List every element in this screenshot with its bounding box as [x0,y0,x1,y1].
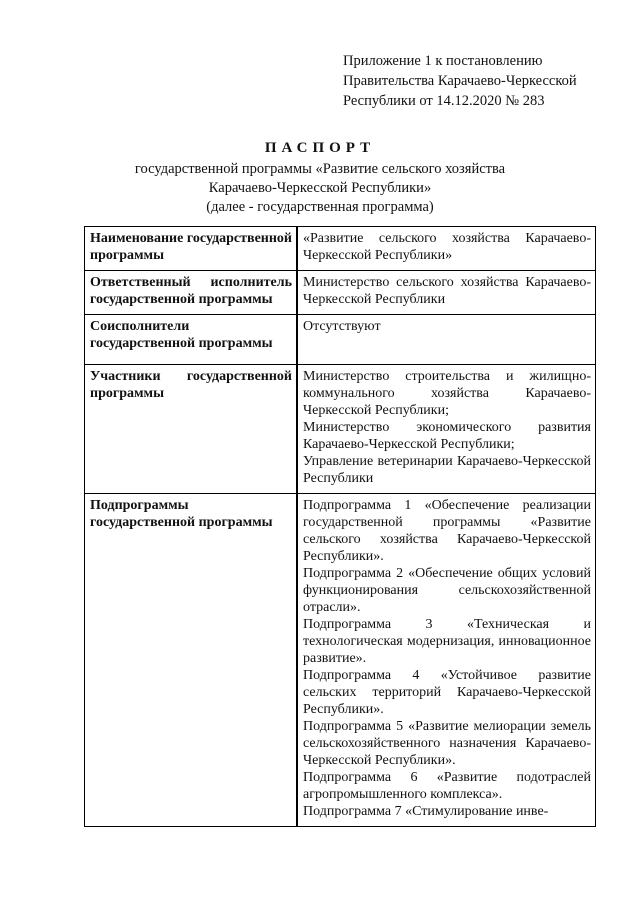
passport-table [84,226,596,827]
row-label: Подпрограммы государственной программы [85,494,298,827]
value-paragraph: Подпрограмма 6 «Развитие подотраслей агропромышленного комплекса». [303,770,591,802]
value-paragraph: Подпрограмма 1 «Обеспечение реализации государственной программы «Развитие сельского хозяйства Карачаево-Черкесской Республики». [303,498,591,564]
document-subtitle [0,160,640,217]
value-paragraph: Управление ветеринарии Карачаево-Черкесской Республики [303,454,591,486]
row-label: Участники государственной программы [85,365,298,494]
subtitle-line: государственной программы «Развитие сельского хозяйства [134,161,506,177]
table-row [85,494,596,827]
table-row [85,365,596,494]
value-paragraph: Подпрограмма 4 «Устойчивое развитие сельских территорий Карачаево-Черкесской Республики». [303,668,591,717]
value-paragraph: Отсутствуют [303,319,381,334]
table-row [85,315,596,365]
appendix-line: Республики от 14.12.2020 № 283 [343,93,545,109]
value-paragraph: Министерство экономического развития Карачаево-Черкесской Республики; [303,420,591,452]
value-paragraph: Подпрограмма 3 «Техническая и технологическая модернизация, инновационное развитие». [303,617,591,666]
row-label: Наименование государственной программы [85,227,298,271]
row-value [297,315,596,365]
value-paragraph: Подпрограмма 7 «Стимулирование инве- [303,804,549,819]
row-value [297,494,596,827]
value-paragraph: Подпрограмма 5 «Развитие мелиорации земель сельскохозяйственного назначения Карачаево-Черкесской Республики». [303,719,591,768]
value-paragraph: «Развитие сельского хозяйства Карачаево-Черкесской Республики» [303,231,591,263]
appendix-line: Приложение 1 к постановлению [343,53,543,69]
row-value [297,227,596,271]
value-paragraph: Министерство строительства и жилищно-коммунального хозяйства Карачаево-Черкесской Республики; [303,369,591,418]
document-title: ПАСПОРТ [264,140,376,156]
value-paragraph: Подпрограмма 2 «Обеспечение общих условий функционирования сельскохозяйственной отрасли». [303,566,591,615]
row-value [297,365,596,494]
table-row [85,227,596,271]
appendix-line: Правительства Карачаево-Черкесской [343,73,577,89]
row-value [297,271,596,315]
row-label: Ответственный исполнитель государственной программы [85,271,298,315]
value-paragraph: Министерство сельского хозяйства Карачаево-Черкесской Республики [303,275,591,307]
subtitle-line: Карачаево-Черкесской Республики» [208,180,432,196]
table-row [85,271,596,315]
row-label: Соисполнители государственной программы [85,315,298,365]
appendix-note [343,51,613,111]
subtitle-line: (далее - государственная программа) [206,199,434,215]
